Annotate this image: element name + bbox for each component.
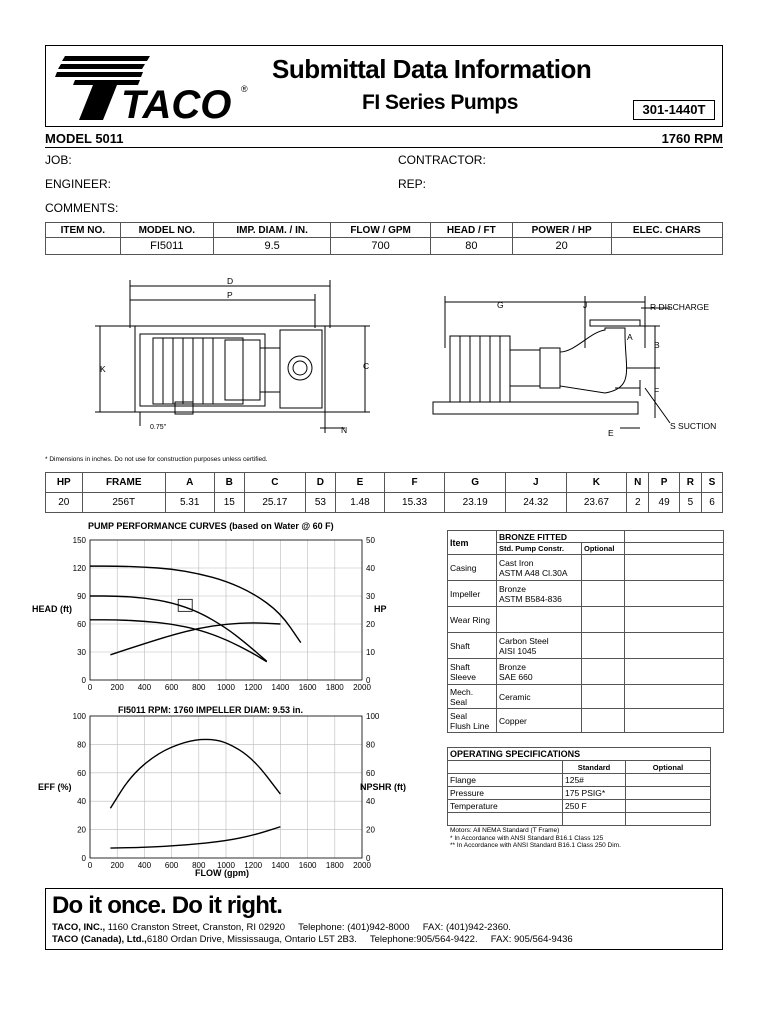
col-header: HP <box>46 473 83 493</box>
table-cell: 80 <box>431 238 513 255</box>
y2-tick-label: 0 <box>366 854 371 863</box>
material-item: Seal Flush Line <box>448 709 497 733</box>
material-std: Bronze SAE 660 <box>497 659 582 685</box>
table-cell <box>611 238 722 255</box>
col-header: IMP. DIAM. / IN. <box>214 223 331 238</box>
x-tick-label: 0 <box>87 861 93 870</box>
svg-text:®: ® <box>241 84 248 94</box>
y-tick-label: 0 <box>81 854 86 863</box>
item-header: Item <box>448 531 497 555</box>
series-line-0 <box>90 566 301 643</box>
x-tick-label: 400 <box>137 683 152 692</box>
material-std: Copper <box>497 709 582 733</box>
dim-label-r-discharge: R DISCHARGE <box>650 302 710 312</box>
dimensions-table <box>45 472 723 513</box>
dimensions-note: * Dimensions in inches. Do not use for construction purposes unless certified. <box>45 456 268 463</box>
x-tick-label: 1800 <box>325 861 344 870</box>
spec-note: Motors: All NEMA Standard (T Frame) <box>450 827 560 834</box>
series-line-2 <box>110 623 280 655</box>
rep-field: REP: <box>398 177 427 191</box>
x-tick-label: 1200 <box>244 683 263 692</box>
dim-label-d: D <box>227 276 234 286</box>
table-cell: 15.33 <box>384 493 445 513</box>
table-cell <box>46 238 121 255</box>
dim-label-n: N <box>341 425 348 435</box>
flow-axis-label: FLOW (gpm) <box>195 868 249 878</box>
col-header: C <box>245 473 306 493</box>
table-cell: 256T <box>82 493 165 513</box>
taco-logo <box>55 52 250 124</box>
rpm-label: 1760 RPM <box>661 131 723 146</box>
x-tick-label: 600 <box>164 683 179 692</box>
y-tick-label: 150 <box>72 536 86 545</box>
table-cell: 15 <box>214 493 245 513</box>
table-cell: 1.48 <box>336 493 385 513</box>
y-tick-label: 0 <box>81 676 86 685</box>
col-header: D <box>305 473 336 493</box>
hp-axis-label: HP <box>374 604 387 614</box>
y2-tick-label: 10 <box>366 648 375 657</box>
page-subtitle: FI Series Pumps <box>362 91 518 114</box>
eff-chart-title: FI5011 RPM: 1760 IMPELLER DIAM: 9.53 in. <box>118 705 304 715</box>
y-tick-label: 30 <box>77 648 86 657</box>
y-tick-label: 40 <box>77 797 86 807</box>
table-cell: 20 <box>512 238 611 255</box>
y-tick-label: 60 <box>77 768 86 778</box>
y-tick-label: 120 <box>72 564 86 573</box>
table-cell: 700 <box>331 238 431 255</box>
y2-tick-label: 30 <box>366 592 375 601</box>
dim-label-b: B <box>654 340 660 350</box>
x-tick-label: 2000 <box>353 683 371 692</box>
y2-tick-label: 0 <box>366 676 371 685</box>
bronze-fitted-header: BRONZE FITTED <box>497 531 625 543</box>
x-tick-label: 1600 <box>298 683 317 692</box>
head-axis-label: HEAD (ft) <box>32 604 72 614</box>
col-header: ELEC. CHARS <box>611 223 722 238</box>
col-header: ITEM NO. <box>46 223 121 238</box>
dim-label-k: K <box>100 364 106 374</box>
material-std: Ceramic <box>497 685 582 709</box>
material-std: Cast Iron ASTM A48 Cl.30A <box>497 555 582 581</box>
y-tick-label: 20 <box>77 825 86 835</box>
x-tick-label: 1600 <box>298 861 317 870</box>
table-cell: 23.67 <box>566 493 627 513</box>
col-header: J <box>505 473 566 493</box>
spec-label: Flange <box>448 774 563 787</box>
col-header: HEAD / FT <box>431 223 513 238</box>
dim-label-075: 0.75" <box>150 424 167 431</box>
footer-company-us: TACO, INC., <box>52 922 106 933</box>
spec-standard: 125# <box>563 774 626 787</box>
operating-specs-table <box>447 747 711 826</box>
materials-table <box>447 530 724 733</box>
perf-chart <box>0 530 440 700</box>
contractor-field: CONTRACTOR: <box>398 153 486 167</box>
col-header: F <box>384 473 445 493</box>
col-header: POWER / HP <box>512 223 611 238</box>
item-table <box>45 222 723 255</box>
col-header: MODEL NO. <box>120 223 214 238</box>
y-tick-label: 60 <box>77 620 86 629</box>
x-tick-label: 800 <box>192 683 206 692</box>
spec-notes <box>450 827 621 850</box>
logo-text: TACO <box>121 83 232 124</box>
table-cell: FI5011 <box>120 238 214 255</box>
optional-header: Optional <box>626 761 711 774</box>
table-cell: 20 <box>46 493 83 513</box>
table-cell: 9.5 <box>214 238 331 255</box>
material-std: Carbon Steel AISI 1045 <box>497 633 582 659</box>
npshr-axis-label: NPSHR (ft) <box>360 782 406 792</box>
material-item: Mech. Seal <box>448 685 497 709</box>
x-tick-label: 1200 <box>244 861 263 870</box>
x-tick-label: 400 <box>137 861 152 870</box>
dim-label-a: A <box>627 332 633 342</box>
standard-header: Standard <box>563 761 626 774</box>
dim-label-g: G <box>497 300 504 310</box>
operating-title: OPERATING SPECIFICATIONS <box>448 748 711 761</box>
spec-label: Temperature <box>448 800 563 813</box>
material-item: Impeller <box>448 581 497 607</box>
eff-chart <box>0 708 440 878</box>
dim-label-s-suction: S SUCTION <box>670 421 717 431</box>
x-tick-label: 1800 <box>325 683 344 692</box>
footer-slogan: Do it once. Do it right. <box>52 892 283 919</box>
material-item: Wear Ring <box>448 607 497 633</box>
dim-label-c: C <box>363 361 370 371</box>
table-cell: 49 <box>649 493 680 513</box>
optional-header: Optional <box>582 543 625 555</box>
col-header: K <box>566 473 627 493</box>
y2-tick-label: 80 <box>366 740 375 750</box>
col-header: P <box>649 473 680 493</box>
comments-field: COMMENTS: <box>45 201 119 215</box>
table-cell: 5.31 <box>165 493 214 513</box>
pump-drawing <box>45 268 725 453</box>
doc-number: 301-1440T <box>633 100 715 120</box>
page-title: Submittal Data Information <box>272 54 592 84</box>
footer-address-us: 1160 Cranston Street, Cranston, RI 02920 Telephone: (401)942-8000 FAX: (401)942-2360. <box>105 922 511 933</box>
model-rule <box>45 147 723 148</box>
std-construction-header: Std. Pump Constr. <box>497 543 582 555</box>
y2-tick-label: 20 <box>366 620 375 629</box>
x-tick-label: 1400 <box>271 683 290 692</box>
x-tick-label: 1000 <box>217 683 235 692</box>
table-cell: 23.19 <box>445 493 506 513</box>
material-std: Bronze ASTM B584-836 <box>497 581 582 607</box>
material-item: Casing <box>448 555 497 581</box>
x-tick-label: 600 <box>164 861 179 870</box>
spec-standard: 250 F <box>563 800 626 813</box>
perf-chart-title: PUMP PERFORMANCE CURVES (based on Water @ 60 F) <box>88 521 334 531</box>
eff-axis-label: EFF (%) <box>38 782 72 792</box>
table-cell: 5 <box>679 493 701 513</box>
y2-tick-label: 40 <box>366 797 375 807</box>
x-tick-label: 200 <box>110 861 124 870</box>
engineer-field: ENGINEER: <box>45 177 112 191</box>
x-tick-label: 1400 <box>271 861 290 870</box>
material-std <box>497 607 582 633</box>
series-line-1 <box>110 827 280 848</box>
x-tick-label: 800 <box>192 861 206 870</box>
table-cell: 2 <box>627 493 649 513</box>
spec-note: ** In Accordance with ANSI Standard B16.1 Class 250 Dim. <box>450 842 621 849</box>
y2-tick-label: 100 <box>366 712 380 721</box>
x-tick-label: 0 <box>87 683 93 692</box>
series-line-0 <box>110 739 280 808</box>
footer-address-ca: 6180 Ordan Drive, Mississauga, Ontario L5T 2B3. Telephone:905/564-9422. FAX: 905/564-9436 <box>146 934 573 945</box>
spec-standard: 175 PSIG* <box>563 787 626 800</box>
footer-company-ca: TACO (Canada), Ltd., <box>52 934 147 945</box>
x-tick-label: 2000 <box>353 861 371 870</box>
col-header: S <box>701 473 722 493</box>
footer-line-1 <box>52 922 511 933</box>
y2-tick-label: 50 <box>366 536 375 545</box>
dim-label-p: P <box>227 290 233 300</box>
y2-tick-label: 20 <box>366 825 375 835</box>
col-header: A <box>165 473 214 493</box>
col-header: R <box>679 473 701 493</box>
model-label: MODEL 5011 <box>45 131 124 146</box>
material-item: Shaft <box>448 633 497 659</box>
col-header: E <box>336 473 385 493</box>
x-tick-label: 1000 <box>217 861 235 870</box>
y2-tick-label: 60 <box>366 768 375 778</box>
col-header: N <box>627 473 649 493</box>
material-item: Shaft Sleeve <box>448 659 497 685</box>
col-header: B <box>214 473 245 493</box>
table-cell: 6 <box>701 493 722 513</box>
table-cell: 24.32 <box>505 493 566 513</box>
y-tick-label: 90 <box>77 592 86 601</box>
y2-tick-label: 40 <box>366 564 375 573</box>
dim-label-j: J <box>583 300 588 310</box>
col-header: FLOW / GPM <box>331 223 431 238</box>
y-tick-label: 100 <box>72 712 86 721</box>
job-field: JOB: <box>45 153 72 167</box>
col-header: FRAME <box>82 473 165 493</box>
x-tick-label: 200 <box>110 683 124 692</box>
table-cell: 25.17 <box>245 493 306 513</box>
spec-label: Pressure <box>448 787 563 800</box>
table-cell: 53 <box>305 493 336 513</box>
footer-line-2 <box>52 934 573 945</box>
y-tick-label: 80 <box>77 740 86 750</box>
series-line-3 <box>90 620 267 662</box>
dim-label-e: E <box>608 428 614 438</box>
col-header: G <box>445 473 506 493</box>
spec-note: * In Accordance with ANSI Standard B16.1 Class 125 <box>450 834 604 842</box>
dim-label-f: F <box>654 386 660 396</box>
